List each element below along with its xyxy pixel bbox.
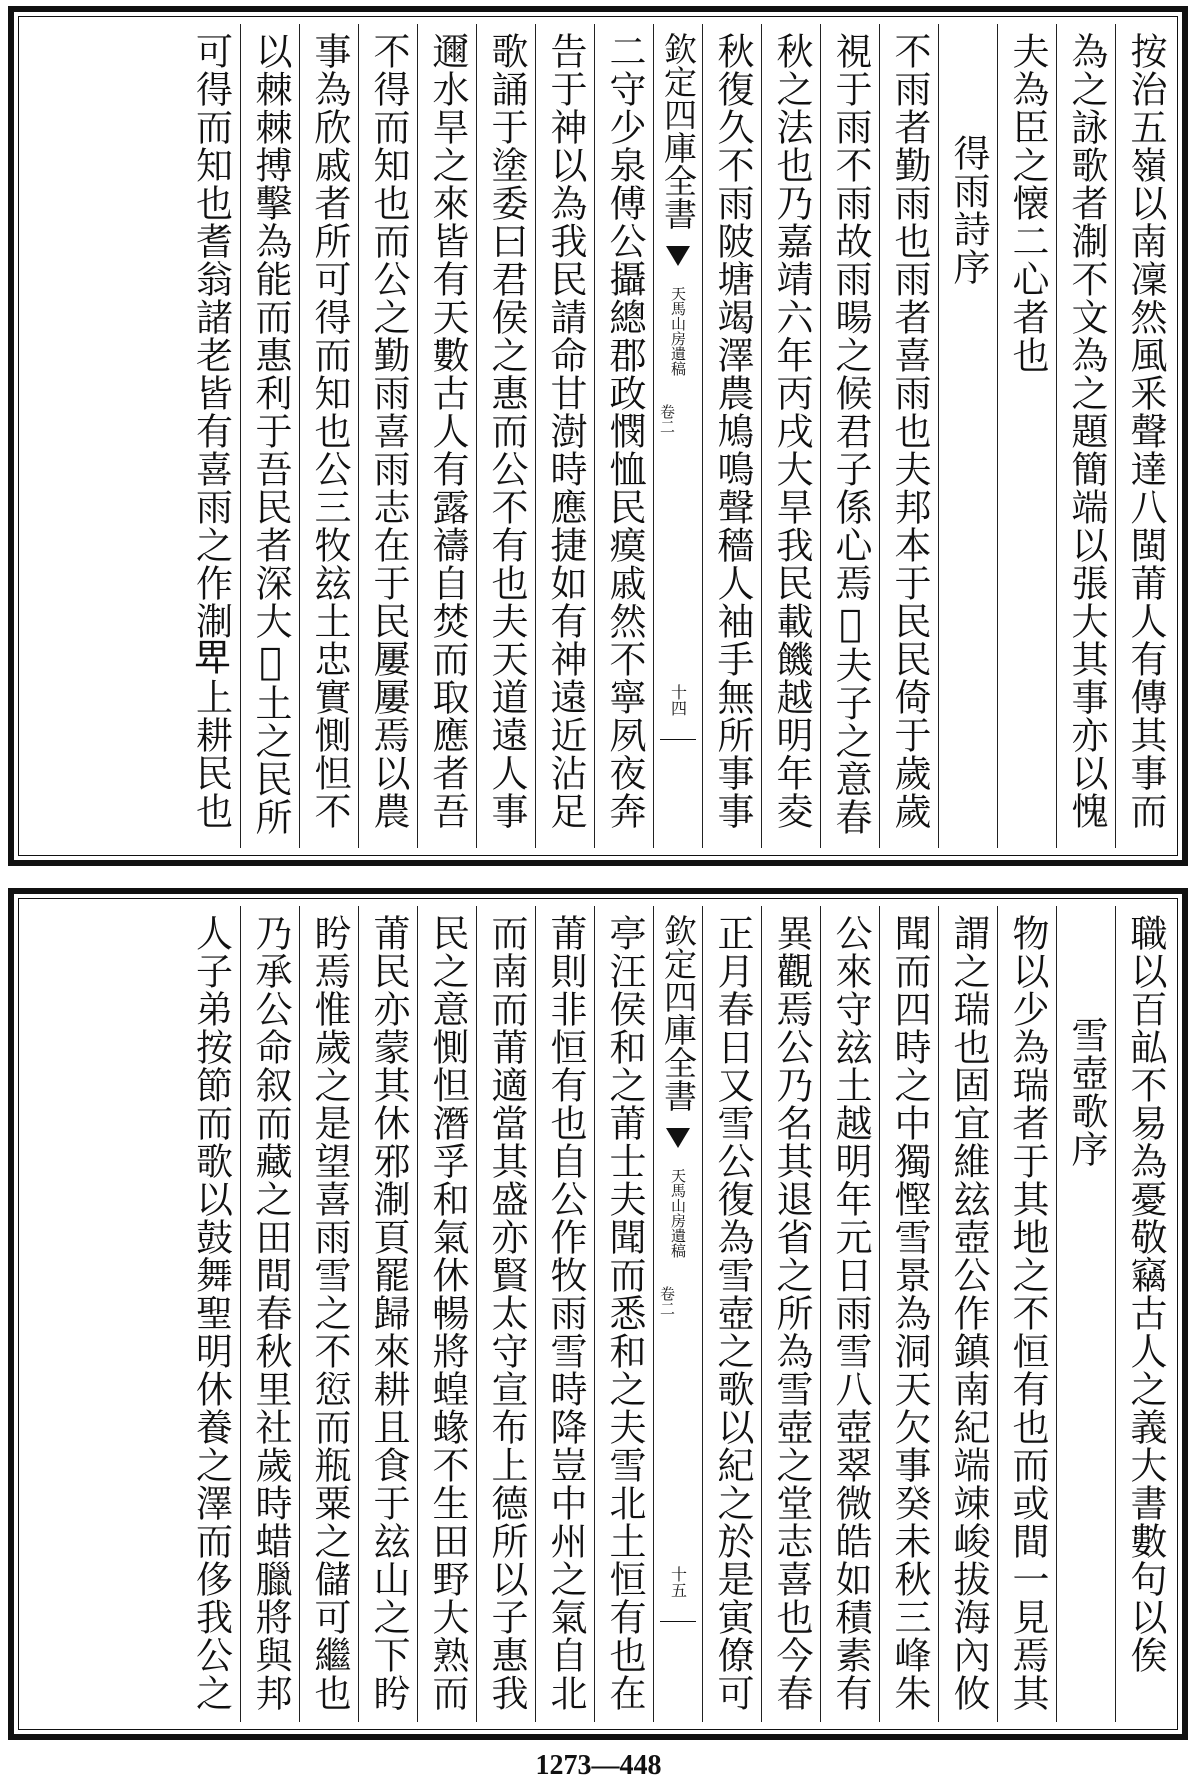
page-number: 十五 — [668, 1566, 688, 1598]
text-column: 不雨者勤雨也雨者喜雨也夫邦本于民民倚于歲歲 — [879, 24, 938, 848]
book-title: 欽定四庫全書 — [659, 914, 698, 1112]
text-column: 夫為臣之懐二心者也 — [997, 24, 1056, 848]
lower-page — [8, 888, 1188, 1740]
fish-tail-ornament — [666, 1128, 690, 1162]
text-column: 告于神以為我民請命甘澍時應捷如有神遠近沾足 — [535, 24, 594, 848]
text-column: 人子弟按節而歌以鼓舞聖明休養之澤而侈我公之 — [189, 914, 233, 1712]
text-column: 秋之法也乃嘉靖六年丙戌大旱我民載饑越明年夌 — [761, 24, 820, 848]
upper-page — [8, 6, 1188, 866]
volume-label: 卷二 — [658, 1286, 676, 1316]
center-fold-label — [653, 906, 702, 1722]
text-column: 謂之瑞也固宜維玆壺公作鎮南紀端竦峻拔海內攸 — [938, 906, 997, 1722]
text-column: 不得而知也而公之勤雨喜雨志在于民屢屢焉以農 — [358, 24, 417, 848]
text-column: 乃承公命叙而藏之田間春秋里社歲時蜡臘將與邦 — [240, 906, 299, 1722]
text-column: 正月春日又雪公復為雪壺之歌以紀之於是寅僚可 — [702, 906, 761, 1722]
page-number: 十四 — [668, 684, 688, 716]
text-column: 為之詠歌者淛不文為之題簡端以張大其事亦以愧 — [1056, 24, 1115, 848]
footer-page-code: 1273—448 — [535, 1750, 662, 1781]
source-title: 天馬山房遺稿 — [669, 286, 687, 376]
text-column: 歌誦于塗委曰君侯之惠而公不有也夫天道遠人事 — [476, 24, 535, 848]
text-column: 職以百畆不易為憂敬竊古人之義大書數句以俟 — [1115, 906, 1174, 1722]
upper-text-columns — [22, 24, 1174, 848]
center-fold-label — [653, 24, 702, 848]
text-column: 盻焉惟歲之是望喜雨雪之不愆而瓶粟之儲可繼也 — [299, 906, 358, 1722]
divider — [660, 1621, 696, 1622]
source-title: 天馬山房遺稿 — [669, 1168, 687, 1258]
text-column: 秋復久不雨陂塘竭澤農鳩鳴聲穡人袖手無所事事 — [702, 24, 761, 848]
text-column: 可得而知也耆翁諸老皆有喜雨之作淛𤰞上耕民也 — [189, 32, 233, 830]
text-column: 視于雨不雨故雨暘之候君子係心焉𠂀夫子之意春 — [820, 24, 879, 848]
text-column: 按治五嶺以南凜然風釆聲達八閩莆人有傳其事而 — [1115, 24, 1174, 848]
text-column: 而南而莆適當其盛亦賢太守宣布上德所以子惠我 — [476, 906, 535, 1722]
section-heading: 雪壺歌序 — [1056, 906, 1115, 1722]
text-column: 事為欣戚者所可得而知也公三牧玆土忠實惻怛不 — [299, 24, 358, 848]
text-column: 以棘棘搏擊為能而惠利于吾民者深大𠂀土之民所 — [240, 24, 299, 848]
fish-tail-ornament — [666, 246, 690, 280]
text-column: 異觀焉公乃名其退省之所為雪壺之堂志喜也今春 — [761, 906, 820, 1722]
divider — [660, 739, 696, 740]
text-column: 二守少泉傅公攝總郡政憫恤民瘼戚然不寧夙夜奔 — [594, 24, 653, 848]
book-title: 欽定四庫全書 — [659, 32, 698, 230]
section-heading: 得雨詩序 — [938, 24, 997, 848]
text-column: 莆民亦蒙其休邪淛頁罷歸來耕且食于玆山之下盻 — [358, 906, 417, 1722]
text-column: 聞而四時之中獨慳雪景為洞天欠事癸未秋三峰朱 — [879, 906, 938, 1722]
text-column: 物以少為瑞者于其地之不恒有也而或間一見焉其 — [997, 906, 1056, 1722]
volume-label: 卷二 — [658, 404, 676, 434]
text-column: 公來守玆土越明年元日雨雪八壺翠微皓如積素有 — [820, 906, 879, 1722]
lower-text-columns — [22, 906, 1174, 1722]
text-column: 邇水旱之來皆有天數古人有露禱自焚而取應者吾 — [417, 24, 476, 848]
text-column: 亭汪侯和之莆士夫聞而悉和之夫雪北土恒有也在 — [594, 906, 653, 1722]
text-column: 莆則非恒有也自公作牧雨雪時降豈中州之氣自北 — [535, 906, 594, 1722]
text-column: 民之意惻怛潛孚和氣休暢將蝗蝝不生田野大熟而 — [417, 906, 476, 1722]
